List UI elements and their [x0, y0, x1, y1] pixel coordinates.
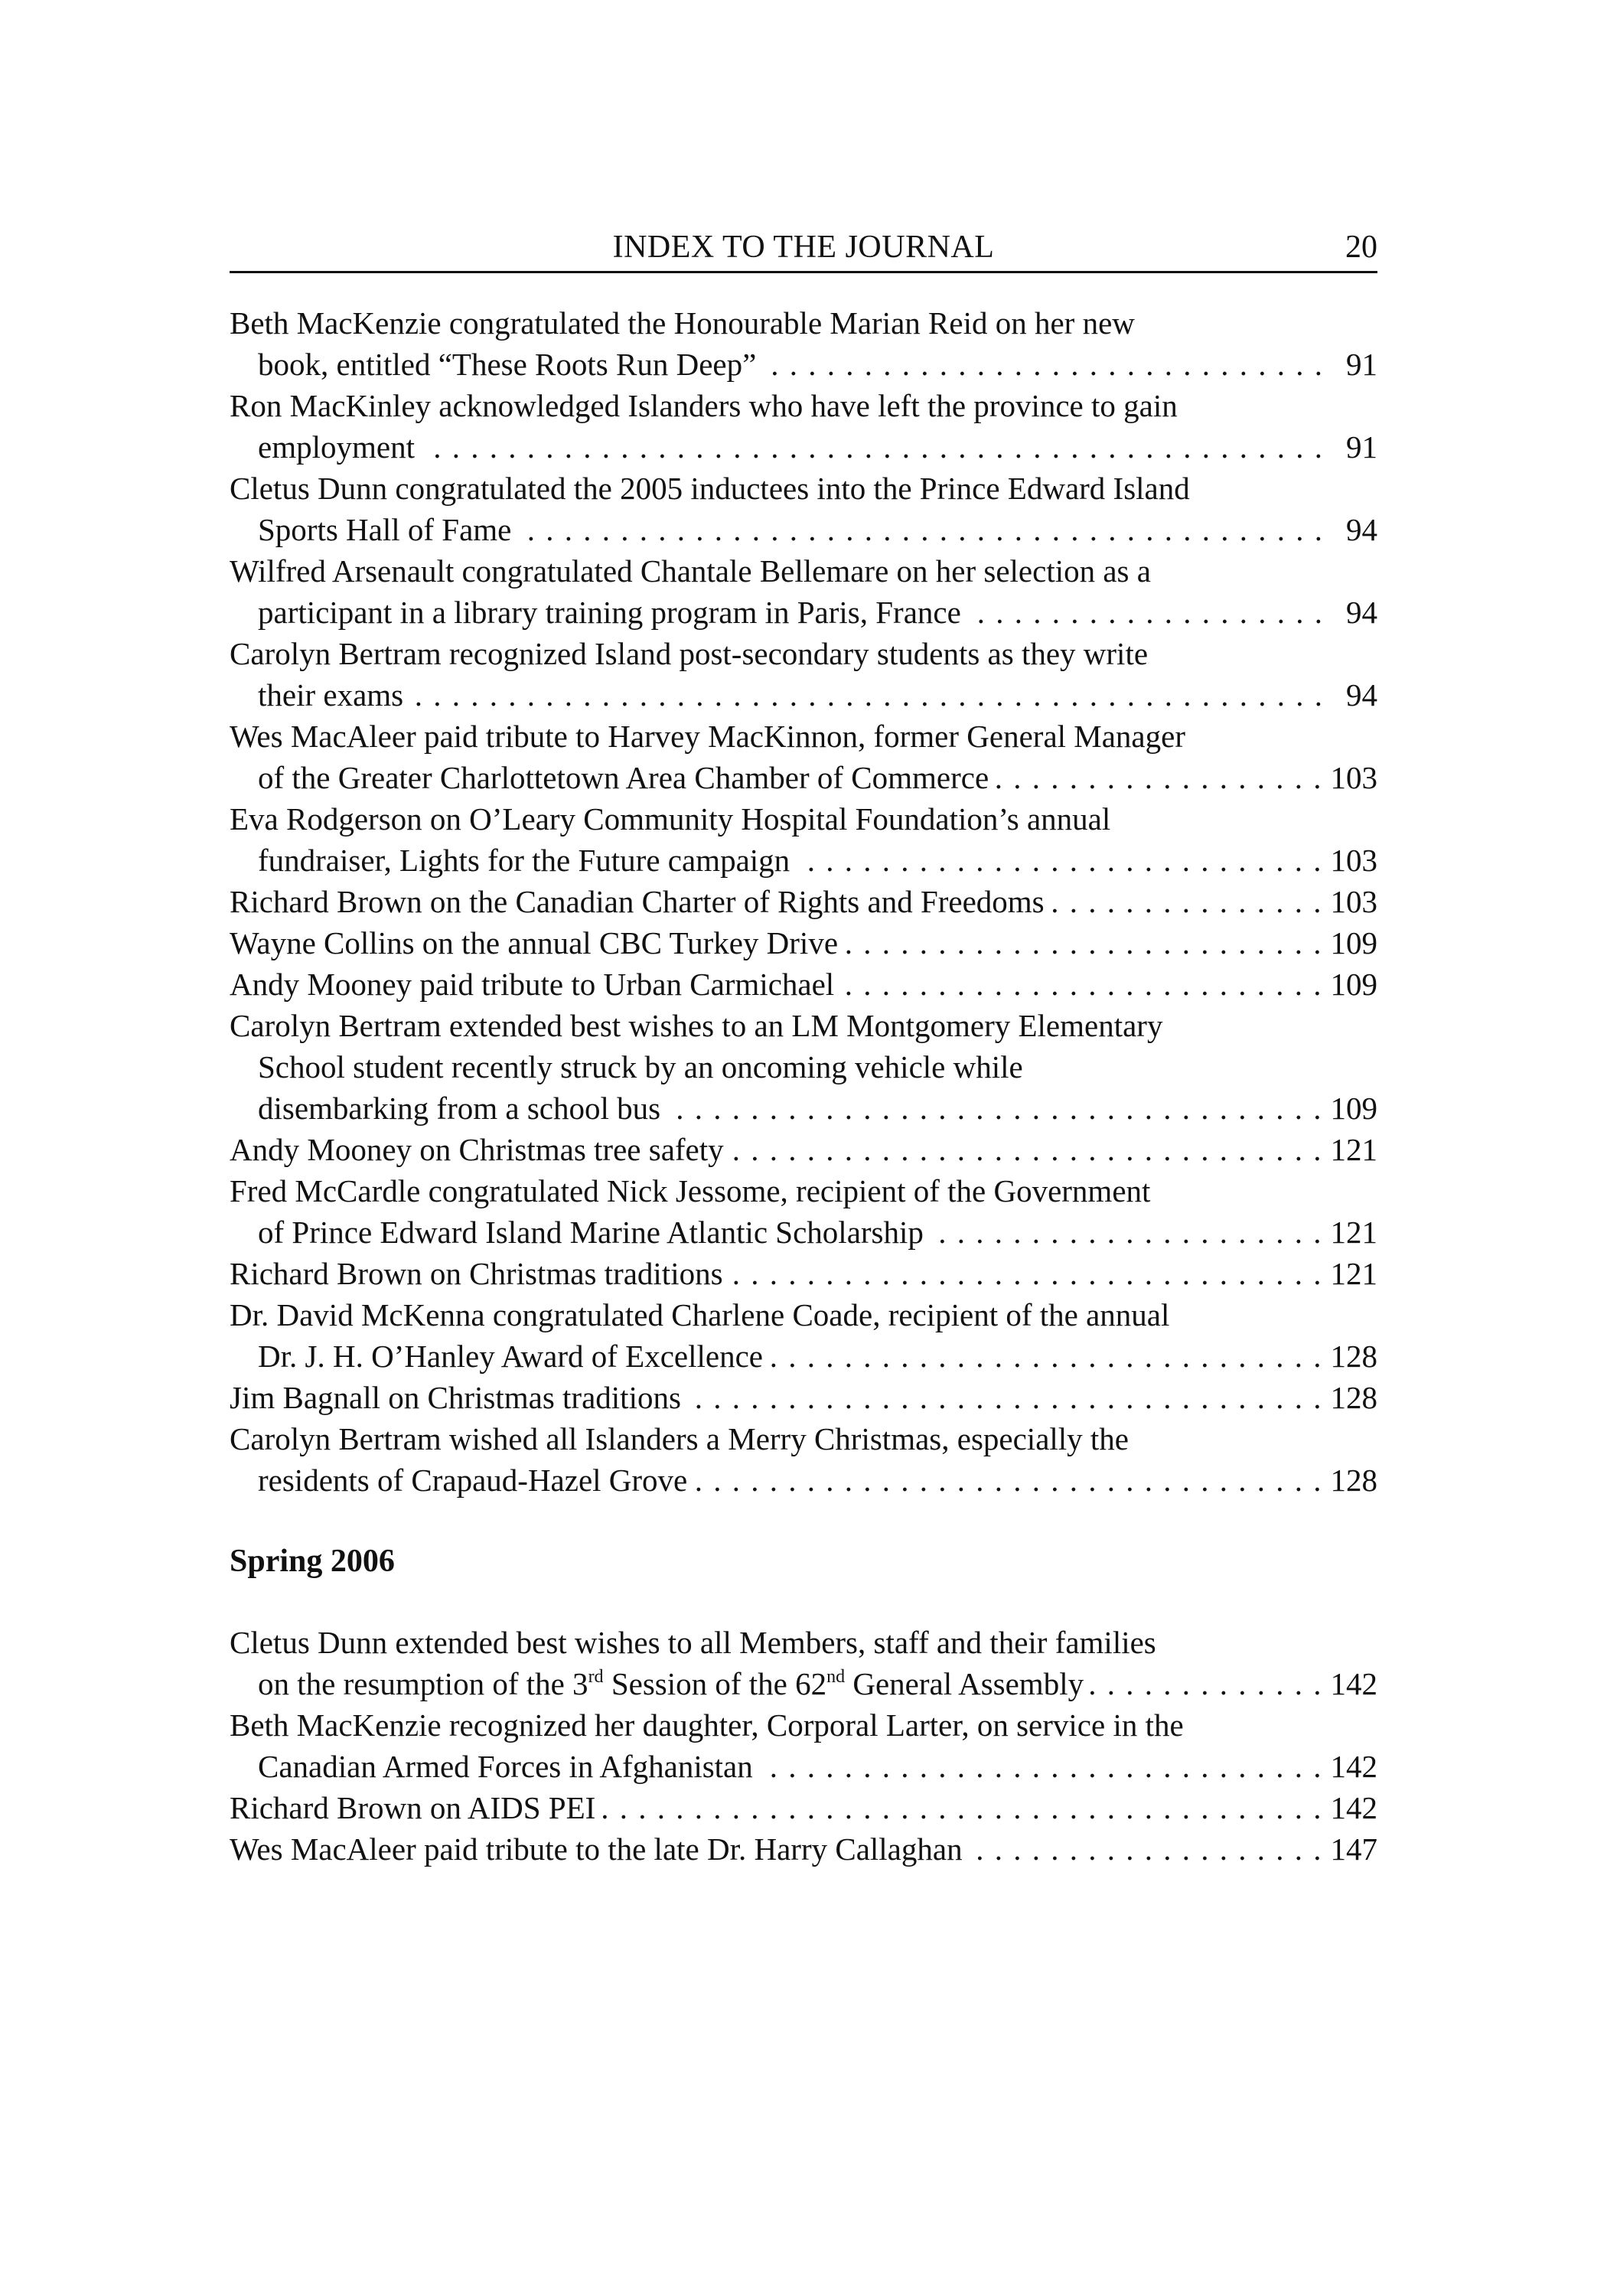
entry-page-number: 121 — [1330, 1132, 1377, 1167]
entry-page-number: 94 — [1346, 677, 1377, 713]
entry-text-line: Wayne Collins on the annual CBC Turkey Drive — [230, 925, 839, 960]
index-entry — [230, 1704, 1377, 1787]
entry-page-number: 142 — [1330, 1749, 1377, 1784]
entry-text-line: Canadian Armed Forces in Afghanistan — [258, 1749, 753, 1784]
journal-index-title: INDEX TO THE JOURNAL — [612, 230, 995, 265]
entry-text-line: employment — [258, 429, 415, 465]
entry-text-line: Sports Hall of Fame — [258, 512, 512, 547]
entry-page-number: 94 — [1346, 512, 1377, 547]
entry-text-line: Richard Brown on the Canadian Charter of Rights and Freedoms — [230, 884, 1045, 919]
index-entry — [230, 468, 1377, 550]
entry-text-line: Ron MacKinley acknowledged Islanders who have left the province to gain — [230, 388, 1178, 423]
dot-leader — [796, 840, 1322, 881]
ordinal-superscript: nd — [826, 1667, 846, 1687]
index-entry — [230, 550, 1377, 633]
dot-leader — [1051, 881, 1323, 922]
entry-page-number: 142 — [1330, 1666, 1377, 1701]
entry-text-line: disembarking from a school bus — [258, 1091, 661, 1126]
dot-leader — [601, 1787, 1322, 1828]
dot-leader — [769, 1336, 1323, 1377]
entry-text-line: Richard Brown on Christmas traditions — [230, 1256, 723, 1291]
entry-text-line: Wilfred Arsenault congratulated Chantale Bellemare on her selection as a — [230, 553, 1151, 589]
index-entry — [230, 716, 1377, 798]
ordinal-superscript: rd — [588, 1667, 604, 1687]
index-entry — [230, 798, 1377, 881]
index-entry — [230, 964, 1377, 1005]
entry-page-number: 91 — [1346, 347, 1377, 382]
entry-text-line: on the resumption of the 3rd Session of the 62nd General Assembly — [258, 1666, 1084, 1701]
index-entry — [230, 385, 1377, 468]
entry-page-number: 91 — [1346, 429, 1377, 465]
dot-leader — [693, 1459, 1322, 1501]
entry-page-number: 121 — [1330, 1256, 1377, 1291]
entry-page-number: 128 — [1330, 1463, 1377, 1498]
entry-page-number: 103 — [1330, 843, 1377, 878]
running-header — [230, 230, 1377, 273]
entry-text-line: Andy Mooney paid tribute to Urban Carmichael — [230, 967, 835, 1002]
index-entries-list — [230, 302, 1377, 1501]
entry-text-line: Jim Bagnall on Christmas traditions — [230, 1380, 681, 1415]
entry-text-line: Fred McCardle congratulated Nick Jessome, recipient of the Government — [230, 1173, 1151, 1208]
dot-leader — [517, 509, 1324, 550]
dot-leader — [759, 1746, 1323, 1787]
entry-page-number: 103 — [1330, 884, 1377, 919]
entry-text-line: Cletus Dunn extended best wishes to all Members, staff and their families — [230, 1625, 1156, 1660]
entry-page-number: 128 — [1330, 1380, 1377, 1415]
entry-page-number: 109 — [1330, 1091, 1377, 1126]
dot-leader — [1090, 1663, 1322, 1704]
index-entry — [230, 1787, 1377, 1828]
entry-text-line: Dr. David McKenna congratulated Charlene Coade, recipient of the annual — [230, 1297, 1170, 1332]
entry-text-line: participant in a library training program in Paris, France — [258, 595, 961, 630]
entry-text-line: Beth MacKenzie recognized her daughter, Corporal Larter, on service in the — [230, 1707, 1184, 1743]
entry-text-line: School student recently struck by an oncoming vehicle while — [258, 1049, 1023, 1084]
dot-leader — [687, 1377, 1323, 1418]
index-page — [230, 230, 1377, 1870]
entry-page-number: 147 — [1330, 1831, 1377, 1867]
entry-text-line: fundraiser, Lights for the Future campaign — [258, 843, 790, 878]
dot-leader — [930, 1212, 1323, 1253]
entry-text-line: of Prince Edward Island Marine Atlantic Scholarship — [258, 1215, 924, 1250]
entry-page-number: 109 — [1330, 925, 1377, 960]
index-entry — [230, 1622, 1377, 1704]
entry-page-number: 94 — [1346, 595, 1377, 630]
index-entry — [230, 633, 1377, 716]
entry-text-line: Andy Mooney on Christmas tree safety — [230, 1132, 724, 1167]
entry-page-number: 121 — [1330, 1215, 1377, 1250]
dot-leader — [730, 1129, 1323, 1170]
entry-text-line: Eva Rodgerson on O’Leary Community Hospital Foundation’s annual — [230, 801, 1111, 837]
dot-leader — [844, 922, 1322, 964]
entry-text-line: their exams — [258, 677, 404, 713]
entry-page-number: 109 — [1330, 967, 1377, 1002]
index-entry — [230, 1294, 1377, 1377]
index-entry — [230, 1170, 1377, 1253]
index-entry — [230, 1129, 1377, 1170]
entry-text-line: Wes MacAleer paid tribute to the late Dr. Harry Callaghan — [230, 1831, 963, 1867]
entry-text-line: Dr. J. H. O’Hanley Award of Excellence — [258, 1339, 763, 1374]
index-entry — [230, 881, 1377, 922]
entry-text-line: Carolyn Bertram extended best wishes to an LM Montgomery Elementary — [230, 1008, 1163, 1043]
entry-text-line: of the Greater Charlottetown Area Chamber of Commerce — [258, 760, 989, 795]
dot-leader — [421, 426, 1324, 468]
index-entry — [230, 1377, 1377, 1418]
index-entry — [230, 1253, 1377, 1294]
index-entry — [230, 1828, 1377, 1870]
dot-leader — [762, 344, 1324, 385]
index-entry — [230, 922, 1377, 964]
dot-leader — [967, 592, 1324, 633]
entry-text-line: residents of Crapaud-Hazel Grove — [258, 1463, 688, 1498]
dot-leader — [409, 674, 1324, 716]
dot-leader — [969, 1828, 1323, 1870]
dot-leader — [667, 1088, 1322, 1129]
spring-2006-entries-list — [230, 1622, 1377, 1870]
section-heading-spring-2006: Spring 2006 — [230, 1544, 395, 1579]
index-entry — [230, 302, 1377, 385]
entry-page-number: 103 — [1330, 760, 1377, 795]
index-entry — [230, 1418, 1377, 1501]
page-number: 20 — [1345, 230, 1377, 265]
dot-leader — [995, 757, 1322, 798]
entry-text-line: Carolyn Bertram wished all Islanders a Merry Christmas, especially the — [230, 1421, 1129, 1456]
entry-text-line: book, entitled “These Roots Run Deep” — [258, 347, 757, 382]
entry-text-line: Richard Brown on AIDS PEI — [230, 1790, 596, 1825]
entry-text-line: Beth MacKenzie congratulated the Honourable Marian Reid on her new — [230, 305, 1135, 341]
dot-leader — [840, 964, 1322, 1005]
entry-page-number: 142 — [1330, 1790, 1377, 1825]
index-entry — [230, 1005, 1377, 1129]
dot-leader — [729, 1253, 1323, 1294]
entry-text-line: Carolyn Bertram recognized Island post-secondary students as they write — [230, 636, 1149, 671]
entry-text-line: Wes MacAleer paid tribute to Harvey MacKinnon, former General Manager — [230, 719, 1185, 754]
entry-page-number: 128 — [1330, 1339, 1377, 1374]
entry-text-line: Cletus Dunn congratulated the 2005 inductees into the Prince Edward Island — [230, 471, 1190, 506]
